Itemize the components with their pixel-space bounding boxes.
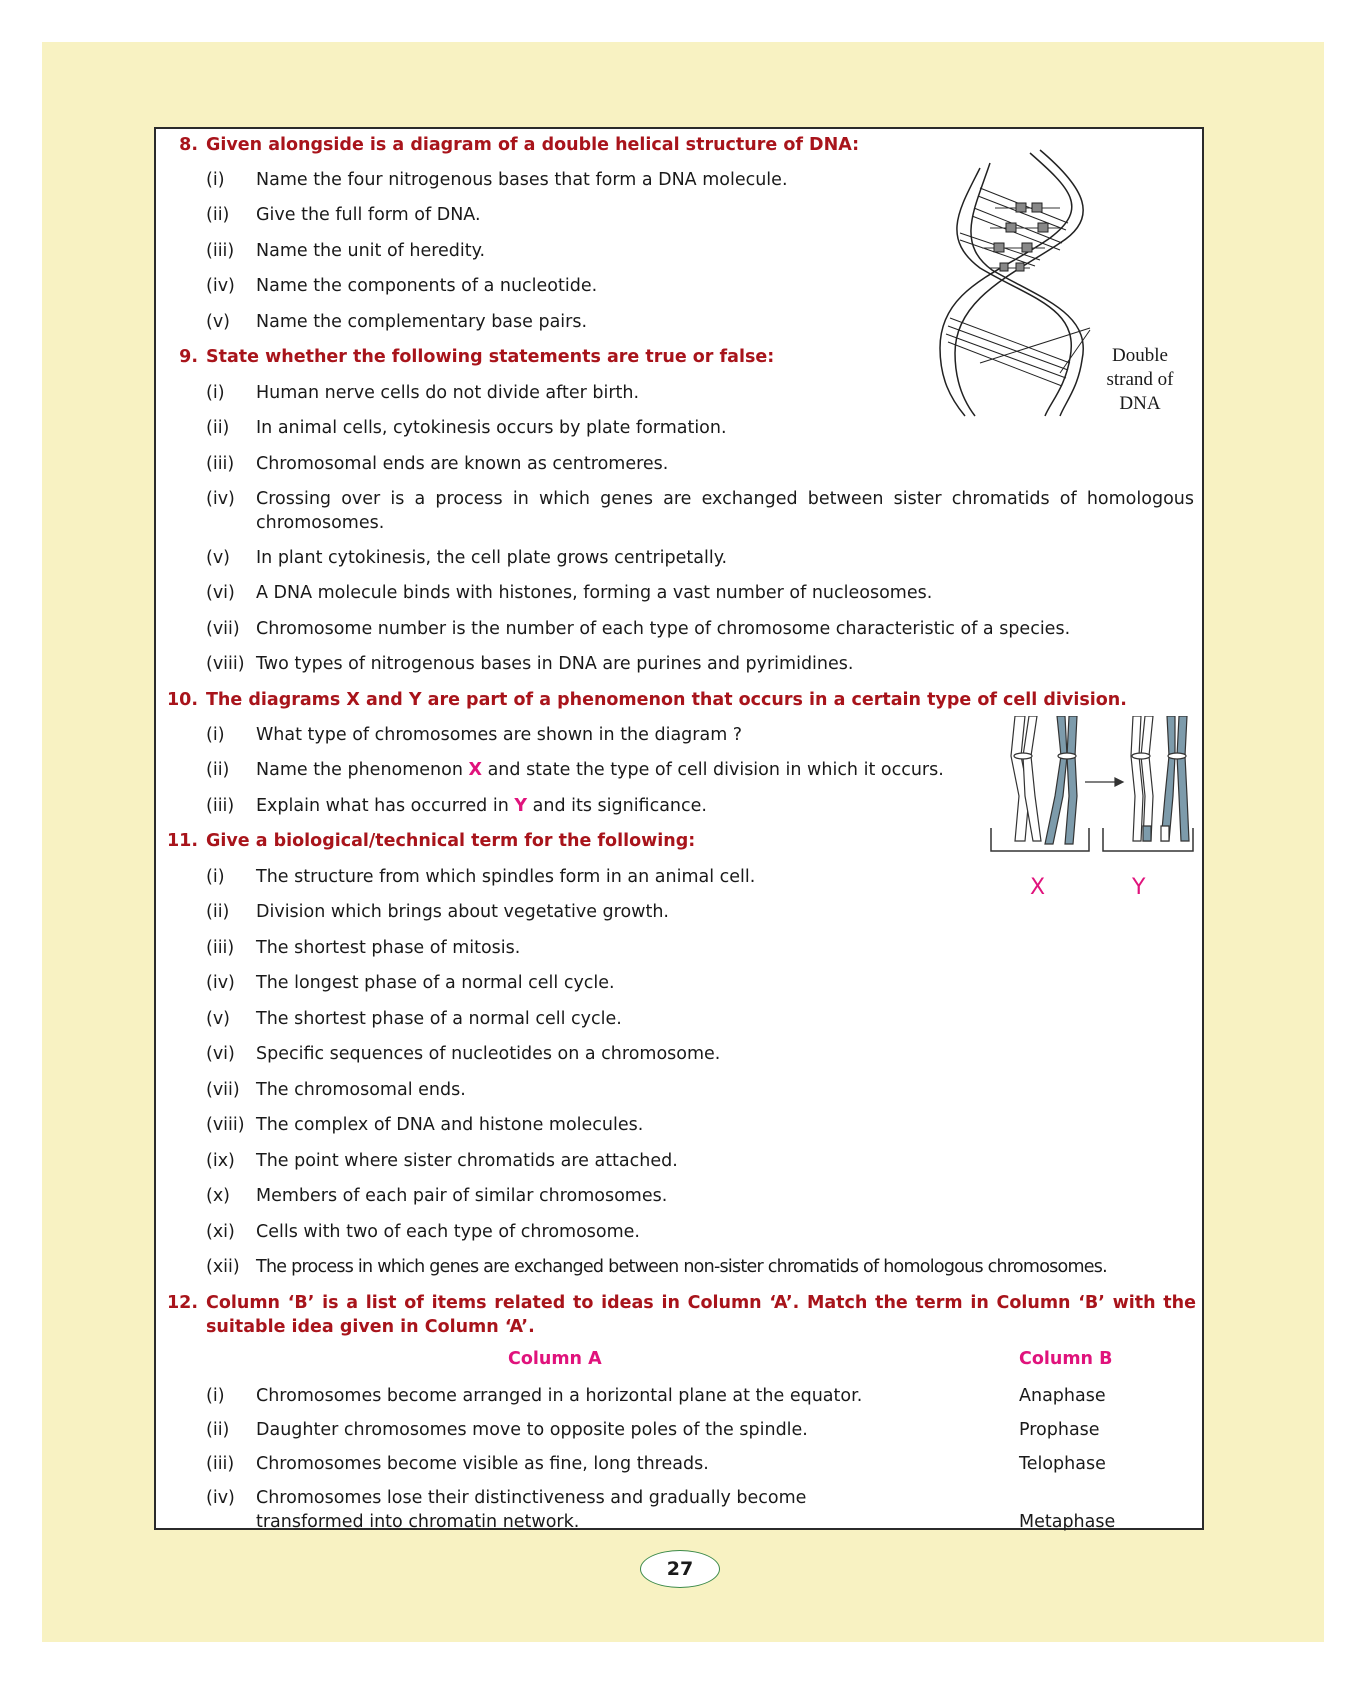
item-roman: (i) [206,867,225,887]
item-roman: (iv) [206,489,235,509]
item-roman: (v) [206,1009,231,1029]
column-b-cell: Telophase [1019,1454,1106,1474]
q12-number: 12. [166,1293,198,1313]
item-text: Name the four nitrogenous bases that form a DNA molecule. [256,170,788,190]
item-text: Give the full form of DNA. [256,205,481,225]
item-roman: (iv) [206,276,235,296]
item-roman: (i) [206,725,225,745]
item-text: Division which brings about vegetative growth. [256,902,669,922]
q10-number: 10. [166,690,198,710]
item-text: What type of chromosomes are shown in the diagram ? [256,725,743,745]
item-text-part: and its significance. [527,796,707,816]
label-x: X [1030,875,1046,900]
item-roman: (x) [206,1186,231,1206]
dna-label-line3: DNA [1119,393,1161,414]
q11-number: 11. [166,831,198,851]
item-text-part: Name the phenomenon [256,760,469,780]
item-text: In animal cells, cytokinesis occurs by plate formation. [256,418,727,438]
item-text: Members of each pair of similar chromosomes. [256,1186,668,1206]
item-roman: (vii) [206,1080,240,1100]
dna-label-line2: strand of [1106,369,1174,390]
item-text: Name the components of a nucleotide. [256,276,598,296]
q8-number: 8. [179,135,198,155]
row-roman: (i) [206,1386,225,1406]
q11-heading [166,829,906,853]
column-a-cell: Daughter chromosomes move to opposite poles of the spindle. [256,1420,808,1440]
row-roman: (iii) [206,1454,235,1474]
item-text: Chromosome number is the number of each type of chromosome characteristic of a species. [256,619,1071,639]
item-roman: (iii) [206,796,235,816]
q12-heading [166,1291,1196,1339]
item-roman: (i) [206,170,225,190]
dna-label-line1: Double [1112,345,1168,366]
chromosome-crossing-over-diagram [985,716,1195,876]
item-text: The shortest phase of a normal cell cycle. [256,1009,622,1029]
q9-number: 9. [179,347,198,367]
q11-title: Give a biological/technical term for the following: [206,831,696,851]
item-text-part: and state the type of cell division in which it occurs. [482,760,944,780]
item-text: Name the unit of heredity. [256,241,486,261]
item-roman: (viii) [206,654,245,674]
item-text: The structure from which spindles form in an animal cell. [256,867,756,887]
item-text: The process in which genes are exchanged between non-sister chromatids of homologous chromosomes. [256,1257,1107,1277]
item-text: In plant cytokinesis, the cell plate grows centripetally. [256,548,728,568]
item-text: Name the complementary base pairs. [256,312,588,332]
item-text: The point where sister chromatids are attached. [256,1151,678,1171]
item-text: Cells with two of each type of chromosome. [256,1222,640,1242]
row-roman: (iv) [206,1488,235,1508]
column-b-cell: Prophase [1019,1420,1100,1440]
item-roman: (ix) [206,1151,235,1171]
column-a-header: Column A [508,1349,602,1369]
row-roman: (ii) [206,1420,230,1440]
item-roman: (xii) [206,1257,240,1277]
item-text: The chromosomal ends. [256,1080,466,1100]
item-roman: (ii) [206,205,230,225]
item-roman: (iii) [206,454,235,474]
highlight-y: Y [514,796,528,816]
page-number: 27 [640,1550,720,1588]
item-roman: (ii) [206,418,230,438]
column-a-cell: Chromosomes lose their distinctiveness and gradually become transformed into chromatin network. [256,1488,807,1532]
q8-heading [179,133,986,157]
q10-heading [166,688,1196,712]
dna-label [1090,344,1190,416]
column-a-cell: Chromosomes become arranged in a horizontal plane at the equator. [256,1386,863,1406]
item-text: A DNA molecule binds with histones, forming a vast number of nucleosomes. [256,583,933,603]
item-roman: (xi) [206,1222,235,1242]
item-text [256,794,976,818]
column-b-header: Column B [1019,1349,1113,1369]
item-roman: (v) [206,312,231,332]
item-roman: (iii) [206,938,235,958]
item-roman: (v) [206,548,231,568]
item-text [256,758,986,782]
item-text: Human nerve cells do not divide after birth. [256,383,640,403]
q10-title: The diagrams X and Y are part of a phenomenon that occurs in a certain type of cell division. [206,690,1127,710]
item-roman: (iv) [206,973,235,993]
item-roman: (vi) [206,583,235,603]
item-text: The longest phase of a normal cell cycle. [256,973,615,993]
highlight-x: X [468,760,483,780]
item-roman: (ii) [206,902,230,922]
item-text: Crossing over is a process in which genes are exchanged between sister chromatids of homologous chromosomes. [256,489,1194,533]
q9-title: State whether the following statements are true or false: [206,347,775,367]
label-y: Y [1132,875,1146,900]
column-b-cell: Metaphase [1019,1512,1116,1532]
item-roman: (vi) [206,1044,235,1064]
q9-heading [179,345,906,369]
item-text-part: Explain what has occurred in [256,796,515,816]
item-roman: (i) [206,383,225,403]
column-a-cell: Chromosomes become visible as fine, long threads. [256,1454,709,1474]
item-roman: (viii) [206,1115,245,1135]
item-roman: (vii) [206,619,240,639]
item-text: The complex of DNA and histone molecules. [256,1115,644,1135]
item-roman: (ii) [206,760,230,780]
q8-title: Given alongside is a diagram of a double helical structure of DNA: [206,135,860,155]
item-roman: (iii) [206,241,235,261]
item-text: Two types of nitrogenous bases in DNA are purines and pyrimidines. [256,654,854,674]
item-text: The shortest phase of mitosis. [256,938,521,958]
column-b-cell: Anaphase [1019,1386,1106,1406]
q12-title: Column ‘B’ is a list of items related to ideas in Column ‘A’. Match the term in Column ‘B’ with the suitable idea given in Column ‘A’. [206,1293,1196,1337]
item-text: Chromosomal ends are known as centromeres. [256,454,669,474]
item-text: Specific sequences of nucleotides on a chromosome. [256,1044,721,1064]
